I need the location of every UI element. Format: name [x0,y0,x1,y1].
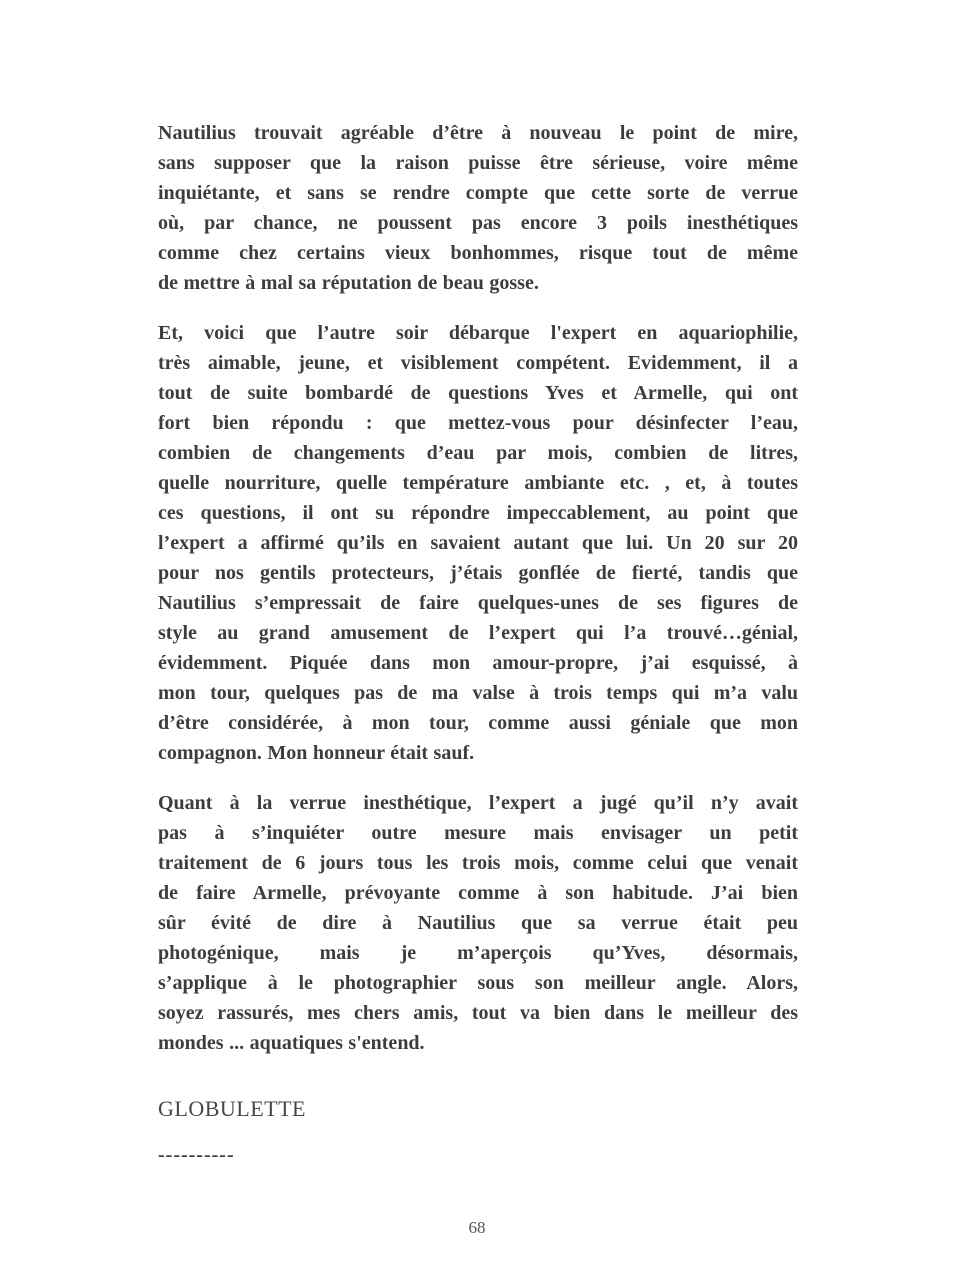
paragraph-line: sûr évité de dire à Nautilius que sa verrue était peu [158,912,798,934]
paragraph-line: Et, voici que l’autre soir débarque l'expert en aquariophilie, [158,322,798,344]
paragraph-line: compagnon. Mon honneur était sauf. [158,742,475,764]
paragraph-line: Quant à la verrue inesthétique, l’expert a jugé qu’il n’y avait [158,792,798,814]
paragraph-line: tout de suite bombardé de questions Yves et Armelle, qui ont [158,382,798,404]
paragraphs [158,118,798,1058]
paragraph [158,118,798,298]
paragraph [158,318,798,768]
paragraph-line: photogénique, mais je m’aperçois qu’Yves, désormais, [158,942,798,964]
paragraph-line: s’applique à le photographier sous son meilleur angle. Alors, [158,972,798,994]
paragraph-line: traitement de 6 jours tous les trois mois, comme celui que venait [158,852,798,874]
paragraph-line: Nautilius trouvait agréable d’être à nouveau le point de mire, [158,122,798,144]
paragraph [158,788,798,1058]
separator-dashes: ---------- [158,1144,235,1166]
paragraph-line: mondes ... aquatiques s'entend. [158,1032,425,1054]
signature: GLOBULETTE [158,1096,306,1121]
paragraph-line: de faire Armelle, prévoyante comme à son habitude. J’ai bien [158,882,798,904]
page-content [158,118,798,1170]
paragraph-line: combien de changements d’eau par mois, combien de litres, [158,442,798,464]
paragraph-line: pas à s’inquiéter outre mesure mais envisager un petit [158,822,798,844]
paragraph-line: inquiétante, et sans se rendre compte que cette sorte de verrue [158,182,798,204]
paragraph-line: sans supposer que la raison puisse être sérieuse, voire même [158,152,798,174]
paragraph-line: où, par chance, ne poussent pas encore 3 poils inesthétiques [158,212,798,234]
paragraph-line: soyez rassurés, mes chers amis, tout va bien dans le meilleur des [158,1002,798,1024]
paragraph-line: évidemment. Piquée dans mon amour-propre, j’ai esquissé, à [158,652,798,674]
paragraph-line: style au grand amusement de l’expert qui l’a trouvé…génial, [158,622,798,644]
paragraph-line: comme chez certains vieux bonhommes, risque tout de même [158,242,798,264]
page-number: 68 [468,1218,486,1237]
paragraph-line: l’expert a affirmé qu’ils en savaient autant que lui. Un 20 sur 20 [158,532,798,554]
paragraph-line: Nautilius s’empressait de faire quelques-unes de ses figures de [158,592,798,614]
paragraph-line: mon tour, quelques pas de ma valse à trois temps qui m’a valu [158,682,798,704]
paragraph-line: pour nos gentils protecteurs, j’étais gonflée de fierté, tandis que [158,562,798,584]
paragraph-line: quelle nourriture, quelle température ambiante etc. , et, à toutes [158,472,798,494]
paragraph-line: fort bien répondu : que mettez-vous pour désinfecter l’eau, [158,412,798,434]
paragraph-line: très aimable, jeune, et visiblement compétent. Evidemment, il a [158,352,798,374]
paragraph-line: de mettre à mal sa réputation de beau gosse. [158,272,539,294]
paragraph-line: d’être considérée, à mon tour, comme aussi géniale que mon [158,712,798,734]
page-footer [0,1218,954,1238]
paragraph-line: ces questions, il ont su répondre impeccablement, au point que [158,502,798,524]
